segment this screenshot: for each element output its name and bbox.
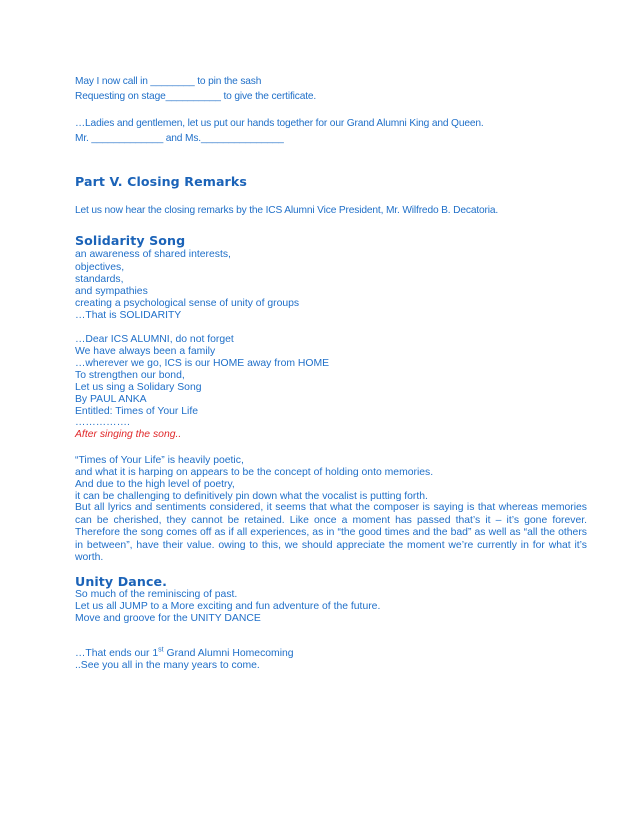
unity-line: So much of the reminiscing of past. — [75, 589, 238, 600]
solidarity-line: creating a psychological sense of unity of groups — [75, 298, 300, 309]
pin-sash-line: May I now call in ________ to pin the sash — [75, 76, 262, 87]
alumni-line: By PAUL ANKA — [75, 394, 147, 405]
alumni-line: ……………. — [75, 417, 130, 428]
homecoming-post: Grand Alumni Homecoming — [163, 648, 294, 659]
commentary-line: And due to the high level of poetry, — [75, 479, 235, 490]
commentary-line: and what it is harping on appears to be the concept of holding onto memories. — [75, 467, 434, 478]
closing-remarks-text: Let us now hear the closing remarks by the ICS Alumni Vice President, Mr. Wilfredo B. Decatoria. — [75, 205, 499, 216]
commentary-paragraph: But all lyrics and sentiments considered, it seems that what the composer is saying is that whereas memories can be cherished, they cannot be retained. Like once a moment has passed that’s it – it’s gone forever. Therefore the song comes off as if all experiences, as in “the good times and the bad” as well as “all the others in between”, have their value. owing to this, we should appreciate the moment we’re currently in for what it’s worth. — [75, 502, 587, 564]
certificate-line: Requesting on stage__________ to give the certificate. — [75, 91, 317, 102]
solidarity-line: standards, — [75, 274, 124, 285]
ordinal-suffix: st — [158, 646, 164, 654]
alumni-line: To strengthen our bond, — [75, 370, 185, 381]
alumni-line: Let us sing a Solidary Song — [75, 382, 202, 393]
alumni-line: …wherever we go, ICS is our HOME away from HOME — [75, 358, 330, 369]
unity-heading: Unity Dance. — [75, 574, 168, 589]
solidarity-heading: Solidarity Song — [75, 233, 186, 248]
alumni-line: Entitled: Times of Your Life — [75, 406, 199, 417]
after-song-note: After singing the song.. — [75, 429, 182, 440]
solidarity-line: an awareness of shared interests, — [75, 249, 231, 260]
mr-ms-line: Mr. _____________ and Ms._______________ — [75, 133, 284, 144]
solidarity-line: objectives, — [75, 262, 125, 273]
unity-line: Move and groove for the UNITY DANCE — [75, 613, 261, 624]
alumni-line: …Dear ICS ALUMNI, do not forget — [75, 334, 234, 345]
unity-line: Let us all JUMP to a More exciting and fun adventure of the future. — [75, 601, 381, 612]
farewell-line: ..See you all in the many years to come. — [75, 660, 260, 671]
solidarity-line: and sympathies — [75, 286, 148, 297]
king-queen-line: …Ladies and gentlemen, let us put our hands together for our Grand Alumni King and Queen. — [75, 118, 484, 129]
alumni-line: We have always been a family — [75, 346, 216, 357]
commentary-line: it can be challenging to definitively pin down what the vocalist is putting forth. — [75, 491, 428, 502]
commentary-line: “Times of Your Life” is heavily poetic, — [75, 455, 244, 466]
homecoming-pre: …That ends our 1 — [75, 648, 159, 659]
part5-heading: Part V. Closing Remarks — [75, 174, 247, 189]
solidarity-line: …That is SOLIDARITY — [75, 310, 182, 321]
homecoming-line — [75, 648, 294, 659]
